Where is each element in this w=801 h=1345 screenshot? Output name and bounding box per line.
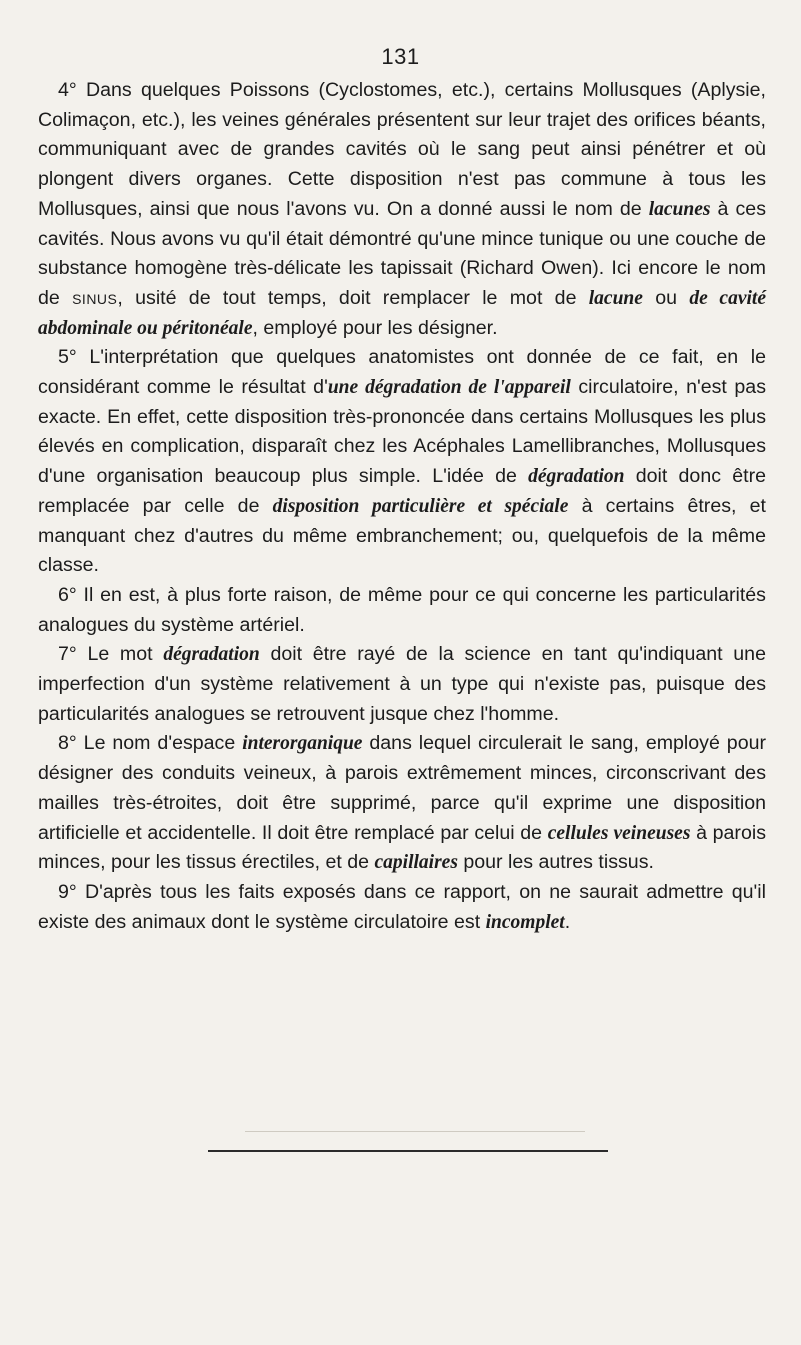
text-run: à ces cavités. Nous avons vu qu'il était démontré qu'une mince tunique ou une couche de substance homogène très-délicate les tapissait (Richard Owen). Ici encore le nom de [38, 197, 766, 309]
paragraph [38, 76, 766, 343]
italic-term: lacune [588, 287, 643, 309]
paragraph [38, 640, 766, 729]
paragraph-number: 5° [58, 346, 90, 369]
paragraph [38, 581, 766, 640]
text-run: L'interprétation que quelques anatomistes ont donnée de ce fait, en le considérant comme le résultat d' [38, 346, 766, 399]
text-run: D'après tous les faits exposés dans ce rapport, on ne saurait admettre qu'il existe des animaux dont le système circulatoire est [38, 880, 766, 933]
italic-term: capillaires [374, 852, 458, 874]
text-run: circulatoire, n'est pas exacte. En effet, cette disposition très-prononcée dans certains Mollusques les plus élevés en complication, disparaît chez les Acéphales Lamellibranches, Mollusques d'une organisation beaucoup plus simple. L'idée de [38, 376, 766, 488]
text-run: Le mot [87, 643, 164, 666]
paragraph [38, 729, 766, 878]
text-run: dans lequel circulerait le sang, employé pour désigner des conduits veineux, à parois extrêmement minces, circonscrivant des mailles très-étroites, doit être supprimé, parce qu'il exprime une disposition artificielle et accidentelle. Il doit être remplacé par celui de [38, 732, 767, 844]
body-text [38, 76, 766, 937]
paragraph [38, 878, 766, 937]
paragraph-number: 6° [58, 583, 84, 606]
paragraph-number: 7° [58, 643, 88, 666]
text-run: ou [642, 286, 690, 309]
text-run: Le nom d'espace [83, 732, 243, 755]
paragraph [38, 343, 766, 581]
text-run: Il en est, à plus forte raison, de même pour ce qui concerne les particularités analogues du système artériel. [38, 583, 766, 636]
italic-term: incomplet [485, 911, 565, 933]
italic-term: dégradation [163, 644, 260, 666]
text-run: doit être rayé de la science en tant qu'indiquant une imperfection d'un système relativement à un type qui n'existe pas, puisque des particularités analogues se retrouvent jusque chez l'homme. [38, 643, 766, 725]
italic-term: disposition particulière et spéciale [272, 495, 569, 517]
text-run: , usité de tout temps, doit remplacer le mot de [117, 286, 589, 309]
text-run: Dans quelques Poissons (Cyclostomes, etc.), certains Mollusques (Aplysie, Colimaçon, etc.), les veines générales présentent sur leur trajet des orifices béants, communiquant avec de grandes cavités où le sang peut ainsi pénétrer et où plongent divers organes. Cette disposition n'est pas commune à tous les Mollusques, ainsi que nous l'avons vu. On a donné aussi le nom de [38, 79, 766, 220]
text-run: , employé pour les désigner. [252, 316, 498, 339]
text-run: à parois minces, pour les tissus érectiles, et de [38, 821, 767, 874]
italic-term: interorganique [242, 733, 363, 755]
paragraph-number: 9° [58, 880, 85, 903]
page-number: 131 [381, 44, 420, 69]
text-run: à certains êtres, et manquant chez d'autres du même embranchement; ou, quelquefois de la même classe. [38, 494, 766, 577]
italic-term: une dégradation de l'appareil [327, 377, 571, 399]
faint-rule [245, 1131, 585, 1132]
paragraph-number: 8° [58, 732, 84, 755]
italic-term: dégradation [528, 466, 625, 488]
italic-term: de cavité abdominale ou péritonéale [38, 287, 766, 339]
footer-rule [208, 1150, 608, 1152]
text-run: pour les autres tissus. [457, 851, 654, 874]
italic-term: lacunes [648, 198, 711, 220]
paragraph-number: 4° [58, 79, 86, 101]
text-run: doit donc être remplacée par celle de [38, 465, 766, 517]
italic-term: cellules veineuses [547, 822, 691, 844]
text-run: . [564, 910, 571, 933]
small-caps-term: sinus [72, 286, 118, 309]
